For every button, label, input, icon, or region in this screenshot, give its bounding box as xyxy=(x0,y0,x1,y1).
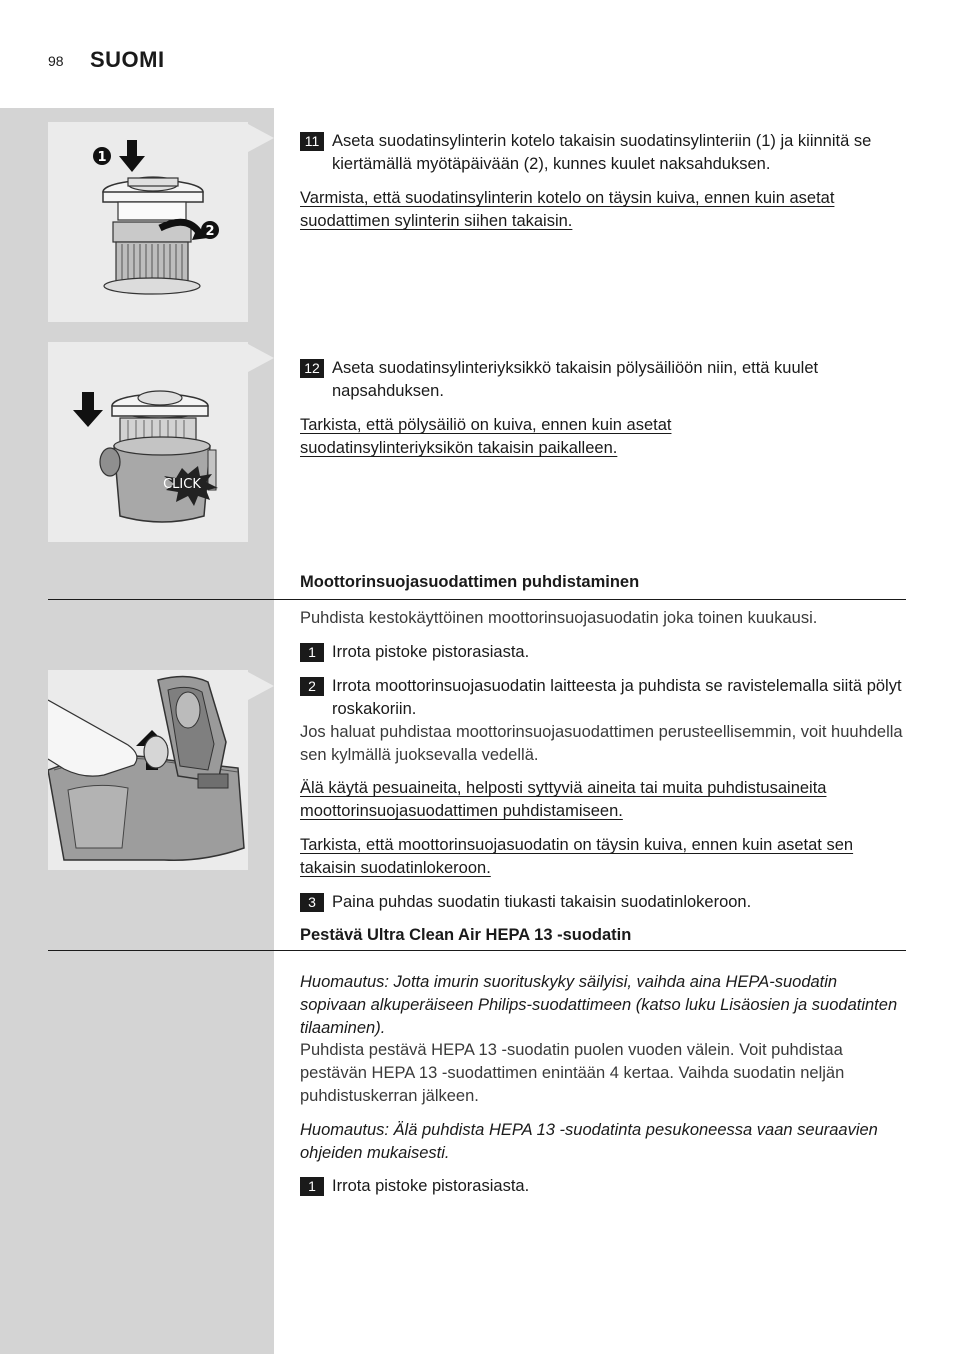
section-divider xyxy=(48,599,906,600)
step-11-note: Varmista, että suodatinsylinterin kotelo on täysin kuiva, ennen kuin asetat suodattimen sylinterin siihen takaisin. xyxy=(300,189,835,230)
step-number: 2 xyxy=(300,677,324,696)
figure-pointer xyxy=(248,124,274,152)
step-text: Aseta suodatinsylinterin kotelo takaisin suodatinsylinteriin (1) ja kiinnitä se kiertämällä myötäpäivään (2), kunnes kuulet naksahduksen. xyxy=(332,132,872,173)
step-text: Irrota pistoke pistorasiasta. xyxy=(332,1177,530,1195)
section-heading-motor-filter: Moottorinsuojasuodattimen puhdistaminen xyxy=(300,573,640,591)
step-text: Paina puhdas suodatin tiukasti takaisin suodatinlokeroon. xyxy=(332,893,752,911)
step-11 xyxy=(300,130,906,176)
marker-1: 1 xyxy=(97,150,107,165)
motor-step-3 xyxy=(300,891,906,914)
step-text: Irrota pistoke pistorasiasta. xyxy=(332,643,530,661)
step-12 xyxy=(300,357,906,403)
filter-cylinder-illustration xyxy=(48,122,248,322)
step-text: Irrota moottorinsuojasuodatin laitteesta ja puhdista se ravistelemalla siitä pölyt roskakoriin. xyxy=(332,677,902,718)
motor-warning-detergents: Älä käytä pesuaineita, helposti syttyviä aineita tai muita puhdistusaineita moottorinsuojasuodattimen puhdistamiseen. xyxy=(300,779,827,820)
figure-pointer xyxy=(248,344,274,372)
hepa-cleaning-schedule: Puhdista pestävä HEPA 13 -suodatin puolen vuoden välein. Voit puhdistaa pestävän HEPA 13 -suodattimen enintään 4 kertaa. Vaihda suodatin neljän puhdistuskerran jälkeen. xyxy=(300,1041,845,1105)
figure-dust-container xyxy=(48,342,248,542)
language-title: SUOMI xyxy=(90,47,165,72)
down-arrow-icon xyxy=(119,140,145,172)
figure-filter-cylinder xyxy=(48,122,248,322)
section-heading-hepa: Pestävä Ultra Clean Air HEPA 13 -suodatin xyxy=(300,926,632,944)
marker-2: 2 xyxy=(205,224,215,239)
step-number: 1 xyxy=(300,1177,324,1196)
step-number: 11 xyxy=(300,132,324,151)
step-number: 1 xyxy=(300,643,324,662)
motor-step-2-extra: Jos haluat puhdistaa moottorinsuojasuodattimen perusteellisemmin, voit huuhdella sen kylmällä juoksevalla vedellä. xyxy=(300,723,903,764)
motor-step-1 xyxy=(300,641,906,664)
click-label: CLICK xyxy=(163,477,201,492)
motor-warning-dry: Tarkista, että moottorinsuojasuodatin on täysin kuiva, ennen kuin asetat sen takaisin suodatinlokeroon. xyxy=(300,836,854,877)
hepa-note-replacement: Huomautus: Jotta imurin suorituskyky säilyisi, vaihda aina HEPA-suodatin sopivaan alkuperäiseen Philips-suodattimeen (katso luku Lisäosien ja suodatinten tilaaminen). xyxy=(300,973,898,1037)
down-arrow-icon xyxy=(73,392,103,427)
motor-filter-illustration xyxy=(48,670,248,870)
step-number: 3 xyxy=(300,893,324,912)
section-divider xyxy=(48,950,906,951)
page-number: 98 xyxy=(48,53,64,69)
dust-container-illustration xyxy=(48,342,248,542)
hepa-step-1 xyxy=(300,1175,906,1198)
step-text: Aseta suodatinsylinteriyksikkö takaisin pölysäiliöön niin, että kuulet napsahduksen. xyxy=(332,359,819,400)
figure-motor-filter xyxy=(48,670,248,870)
motor-step-2 xyxy=(300,675,906,721)
hepa-note-washing-machine: Huomautus: Älä puhdista HEPA 13 -suodatinta pesukoneessa vaan seuraavien ohjeiden mukaisesti. xyxy=(300,1121,878,1162)
figure-pointer xyxy=(248,672,274,700)
step-12-note: Tarkista, että pölysäiliö on kuiva, ennen kuin asetat suodatinsylinteriyksikön takaisin paikalleen. xyxy=(300,416,672,457)
step-number: 12 xyxy=(300,359,324,378)
motor-intro: Puhdista kestokäyttöinen moottorinsuojasuodatin joka toinen kuukausi. xyxy=(300,609,818,627)
